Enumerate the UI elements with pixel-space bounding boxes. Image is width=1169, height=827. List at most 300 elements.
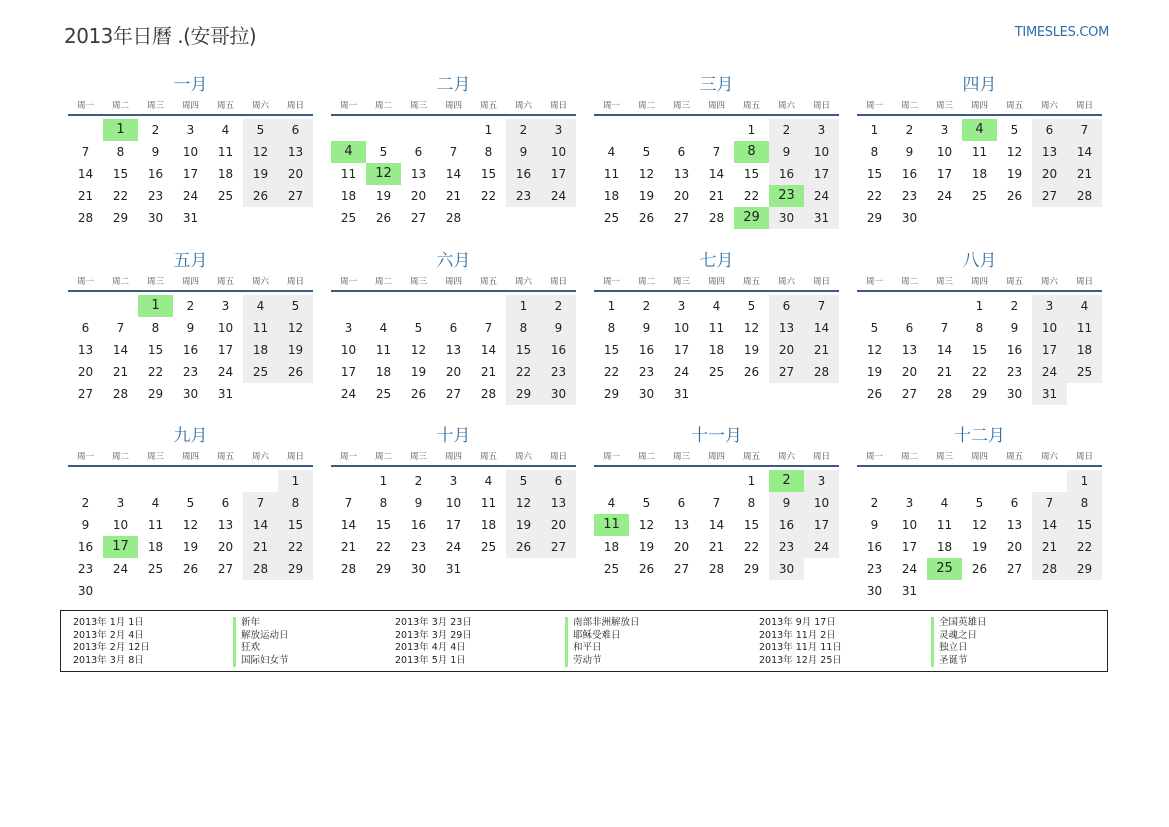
empty-day-cell [734,383,769,405]
empty-day-cell [506,558,541,580]
day-cell: 11 [375,343,392,357]
holiday-name: 国际妇女节 [241,654,289,666]
day-cell: 1 [607,299,616,313]
day-cell: 9 [414,496,423,510]
weekday-label: 周一 [865,277,883,287]
day-cell: 28 [112,387,129,401]
day-cell: 18 [147,540,164,554]
holiday-date: 2013年 3月 8日 [73,654,144,666]
day-cell: 17 [804,514,839,536]
empty-day-cell [173,580,208,602]
day-cell: 7 [344,496,353,510]
weekday-label: 周一 [602,452,620,462]
day-cell: 9 [151,145,160,159]
day-cell: 2 [414,474,423,488]
day-cell: 5 [243,119,278,141]
holiday-date: 2013年 11月 2日 [759,629,836,641]
weekday-label: 周四 [707,452,725,462]
holiday-date: 2013年 9月 17日 [759,617,836,628]
day-cell: 9 [870,518,879,532]
weekday-label: 周一 [865,452,883,462]
day-cell: 23 [866,562,883,576]
day-cell: 2 [186,299,195,313]
day-cell: 20 [445,365,462,379]
day-cell: 31 [182,211,199,225]
day-cell: 16 [77,540,94,554]
month-name: 四月 [962,75,997,95]
empty-day-cell [927,295,962,317]
weekday-label: 周二 [900,277,918,287]
day-cell: 6 [1010,496,1019,510]
day-cell: 4 [607,496,616,510]
day-cell: 5 [747,299,756,313]
day-cell: 10 [936,145,953,159]
day-cell: 14 [1067,141,1102,163]
holiday-day-cell: 17 [103,536,138,558]
day-cell: 18 [603,540,620,554]
weekday-label: 周六 [777,101,795,111]
empty-day-cell [331,295,366,317]
day-cell: 5 [506,470,541,492]
holiday-day-cell: 8 [734,141,769,163]
day-cell: 6 [1032,119,1067,141]
empty-day-cell [331,119,366,141]
day-cell: 10 [182,145,199,159]
weekday-label: 周三 [672,277,690,287]
weekday-label: 周二 [900,101,918,111]
day-cell: 22 [866,189,883,203]
holiday-date: 2013年 3月 29日 [395,629,472,641]
day-cell: 27 [1006,562,1023,576]
holiday-day-cell: 11 [594,514,629,536]
day-cell: 30 [769,558,804,580]
day-cell: 31 [804,207,839,229]
day-cell: 19 [638,540,655,554]
weekday-label: 周四 [970,101,988,111]
day-grid [594,119,839,229]
day-cell: 20 [1006,540,1023,554]
holiday-date: 2013年 2月 12日 [73,642,150,653]
day-cell: 16 [638,343,655,357]
day-cell: 9 [905,145,914,159]
empty-day-cell [1032,207,1067,229]
weekday-label: 周六 [514,452,532,462]
day-cell: 4 [221,123,230,137]
empty-day-cell [366,295,401,317]
empty-day-cell [243,470,278,492]
day-cell: 15 [147,343,164,357]
day-cell: 10 [804,492,839,514]
empty-day-cell [769,383,804,405]
weekday-label: 周日 [1075,277,1093,287]
day-cell: 15 [743,167,760,181]
day-cell: 20 [278,163,313,185]
empty-day-cell [208,580,243,602]
empty-day-cell [629,119,664,141]
day-cell: 12 [743,321,760,335]
holiday-date: 2013年 1月 1日 [73,617,144,628]
day-cell: 16 [541,339,576,361]
day-cell: 9 [769,141,804,163]
day-cell: 24 [673,365,690,379]
day-cell: 22 [147,365,164,379]
day-cell: 11 [243,317,278,339]
day-cell: 27 [673,211,690,225]
day-cell: 7 [1032,492,1067,514]
day-cell: 7 [449,145,458,159]
day-cell: 2 [870,496,879,510]
weekday-label: 周二 [111,452,129,462]
day-grid [331,470,576,580]
holiday-list [60,610,1108,672]
day-cell: 23 [506,185,541,207]
day-cell: 25 [375,387,392,401]
day-cell: 23 [410,540,427,554]
weekday-label: 周二 [900,452,918,462]
weekday-label: 周六 [514,277,532,287]
day-cell: 12 [1006,145,1023,159]
day-cell: 19 [243,163,278,185]
empty-day-cell [541,558,576,580]
day-cell: 27 [541,536,576,558]
day-cell: 10 [340,343,357,357]
day-cell: 27 [901,387,918,401]
empty-day-cell [243,207,278,229]
day-cell: 19 [410,365,427,379]
day-cell: 1 [975,299,984,313]
day-cell: 14 [708,167,725,181]
day-cell: 29 [375,562,392,576]
weekday-header [331,449,576,467]
day-cell: 25 [708,365,725,379]
holiday-names-col-3 [931,617,987,667]
day-cell: 22 [743,540,760,554]
day-cell: 6 [414,145,423,159]
empty-day-cell [1032,580,1067,602]
day-cell: 19 [375,189,392,203]
weekday-label: 周日 [549,277,567,287]
day-cell: 23 [638,365,655,379]
day-cell: 18 [936,540,953,554]
weekday-label: 周三 [409,101,427,111]
day-cell: 26 [278,361,313,383]
day-cell: 27 [278,185,313,207]
weekday-label: 周日 [286,101,304,111]
day-cell: 19 [506,514,541,536]
day-cell: 4 [607,145,616,159]
day-cell: 6 [449,321,458,335]
day-cell: 9 [186,321,195,335]
day-cell: 13 [1032,141,1067,163]
day-cell: 5 [870,321,879,335]
day-cell: 14 [480,343,497,357]
site-link[interactable]: TIMESLES.COM [1014,25,1109,40]
weekday-label: 周四 [181,277,199,287]
weekday-header [857,274,1102,292]
day-cell: 21 [708,540,725,554]
day-cell: 14 [77,167,94,181]
day-cell: 7 [81,145,90,159]
day-cell: 17 [182,167,199,181]
day-cell: 17 [340,365,357,379]
empty-day-cell [629,470,664,492]
weekday-label: 周日 [286,277,304,287]
day-cell: 29 [506,383,541,405]
weekday-label: 周一 [76,452,94,462]
day-cell: 2 [541,295,576,317]
day-cell: 13 [769,317,804,339]
holiday-names-col-2 [565,617,640,667]
day-cell: 12 [243,141,278,163]
day-cell: 30 [410,562,427,576]
day-cell: 28 [480,387,497,401]
day-cell: 10 [901,518,918,532]
holiday-name: 全国英雄日 [939,617,987,628]
day-cell: 1 [379,474,388,488]
day-cell: 2 [905,123,914,137]
weekday-label: 周日 [812,101,830,111]
empty-day-cell [1067,207,1102,229]
day-cell: 31 [217,387,234,401]
day-cell: 8 [747,496,756,510]
day-cell: 29 [971,387,988,401]
day-cell: 21 [340,540,357,554]
holiday-day-cell: 4 [331,141,366,163]
weekday-label: 周一 [339,452,357,462]
day-cell: 26 [866,387,883,401]
day-cell: 18 [375,365,392,379]
weekday-label: 周五 [742,101,760,111]
day-cell: 16 [901,167,918,181]
day-cell: 17 [804,163,839,185]
day-cell: 9 [81,518,90,532]
day-cell: 14 [1032,514,1067,536]
day-cell: 2 [81,496,90,510]
day-cell: 17 [901,540,918,554]
weekday-label: 周一 [602,277,620,287]
empty-day-cell [68,119,103,141]
weekday-label: 周日 [1075,452,1093,462]
day-cell: 8 [116,145,125,159]
day-cell: 29 [147,387,164,401]
day-cell: 22 [603,365,620,379]
day-cell: 25 [1067,361,1102,383]
day-cell: 16 [866,540,883,554]
day-grid [331,295,576,405]
day-cell: 15 [112,167,129,181]
weekday-label: 周日 [549,101,567,111]
month-name: 十月 [436,426,471,446]
day-cell: 8 [607,321,616,335]
day-cell: 9 [506,141,541,163]
empty-day-cell [997,470,1032,492]
day-cell: 14 [340,518,357,532]
day-cell: 11 [971,145,988,159]
day-cell: 4 [151,496,160,510]
day-cell: 28 [708,562,725,576]
month-name: 五月 [173,251,208,271]
weekday-label: 周六 [251,277,269,287]
day-cell: 29 [743,562,760,576]
day-cell: 18 [340,189,357,203]
day-cell: 3 [940,123,949,137]
weekday-label: 周六 [514,101,532,111]
empty-day-cell [962,580,997,602]
empty-day-cell [997,580,1032,602]
day-cell: 23 [182,365,199,379]
month-block [68,423,313,599]
day-cell: 12 [182,518,199,532]
day-cell: 5 [975,496,984,510]
empty-day-cell [927,580,962,602]
day-cell: 24 [112,562,129,576]
empty-day-cell [804,383,839,405]
month-block [68,72,313,248]
holiday-name: 圣诞节 [939,654,968,666]
day-cell: 3 [541,119,576,141]
day-cell: 16 [769,163,804,185]
day-cell: 8 [506,317,541,339]
weekday-header [331,274,576,292]
day-cell: 10 [112,518,129,532]
day-cell: 31 [673,387,690,401]
day-cell: 5 [642,145,651,159]
day-cell: 14 [112,343,129,357]
day-cell: 18 [971,167,988,181]
day-cell: 3 [804,119,839,141]
day-cell: 16 [1006,343,1023,357]
empty-day-cell [138,470,173,492]
weekday-label: 周四 [970,277,988,287]
day-cell: 27 [769,361,804,383]
day-cell: 25 [217,189,234,203]
holiday-day-cell: 4 [962,119,997,141]
day-cell: 18 [480,518,497,532]
day-cell: 3 [449,474,458,488]
day-cell: 3 [344,321,353,335]
day-cell: 12 [866,343,883,357]
weekday-header [68,274,313,292]
day-cell: 15 [971,343,988,357]
day-cell: 27 [1032,185,1067,207]
day-cell: 10 [1032,317,1067,339]
empty-day-cell [278,207,313,229]
day-cell: 10 [445,496,462,510]
weekday-label: 周一 [76,101,94,111]
day-cell: 6 [905,321,914,335]
day-cell: 13 [541,492,576,514]
weekday-label: 周四 [444,277,462,287]
day-cell: 15 [866,167,883,181]
day-cell: 26 [1006,189,1023,203]
holiday-day-cell: 2 [769,470,804,492]
day-cell: 11 [708,321,725,335]
day-cell: 21 [243,536,278,558]
weekday-label: 周五 [216,452,234,462]
day-cell: 15 [480,167,497,181]
day-cell: 13 [410,167,427,181]
day-cell: 20 [901,365,918,379]
day-cell: 20 [541,514,576,536]
day-cell: 18 [603,189,620,203]
weekday-header [594,449,839,467]
empty-day-cell [401,295,436,317]
day-cell: 16 [506,163,541,185]
day-cell: 18 [217,167,234,181]
day-cell: 11 [1067,317,1102,339]
empty-day-cell [103,295,138,317]
day-cell: 3 [1032,295,1067,317]
day-cell: 30 [638,387,655,401]
day-cell: 17 [1032,339,1067,361]
day-cell: 3 [804,470,839,492]
day-cell: 6 [677,496,686,510]
day-cell: 11 [147,518,164,532]
day-cell: 19 [638,189,655,203]
empty-day-cell [471,207,506,229]
day-cell: 7 [804,295,839,317]
day-cell: 7 [116,321,125,335]
day-cell: 25 [603,211,620,225]
day-cell: 21 [1067,163,1102,185]
day-cell: 28 [936,387,953,401]
day-cell: 17 [445,518,462,532]
day-cell: 6 [541,470,576,492]
day-cell: 9 [769,492,804,514]
holiday-name: 和平日 [573,642,602,653]
day-cell: 13 [278,141,313,163]
day-cell: 22 [375,540,392,554]
empty-day-cell [243,383,278,405]
day-cell: 11 [603,167,620,181]
weekday-label: 周五 [742,277,760,287]
empty-day-cell [594,119,629,141]
day-cell: 3 [116,496,125,510]
weekday-label: 周日 [286,452,304,462]
weekday-label: 周六 [1040,277,1058,287]
weekday-label: 周二 [374,277,392,287]
day-cell: 23 [147,189,164,203]
day-cell: 3 [905,496,914,510]
month-block [331,248,576,423]
holiday-name: 狂欢 [241,642,261,653]
day-cell: 28 [1032,558,1067,580]
day-cell: 4 [243,295,278,317]
weekday-label: 周四 [444,101,462,111]
holiday-name: 劳动节 [573,654,602,666]
day-cell: 5 [379,145,388,159]
day-cell: 10 [804,141,839,163]
empty-day-cell [436,295,471,317]
day-cell: 24 [804,185,839,207]
weekday-header [68,449,313,467]
month-name: 一月 [173,75,208,95]
day-cell: 20 [673,189,690,203]
day-cell: 14 [804,317,839,339]
day-cell: 7 [484,321,493,335]
day-grid [857,119,1102,229]
day-cell: 28 [804,361,839,383]
empty-day-cell [506,207,541,229]
day-cell: 6 [677,145,686,159]
day-cell: 19 [182,540,199,554]
day-cell: 19 [866,365,883,379]
empty-day-cell [366,119,401,141]
empty-day-cell [401,119,436,141]
empty-day-cell [68,295,103,317]
day-cell: 15 [1067,514,1102,536]
day-cell: 7 [243,492,278,514]
